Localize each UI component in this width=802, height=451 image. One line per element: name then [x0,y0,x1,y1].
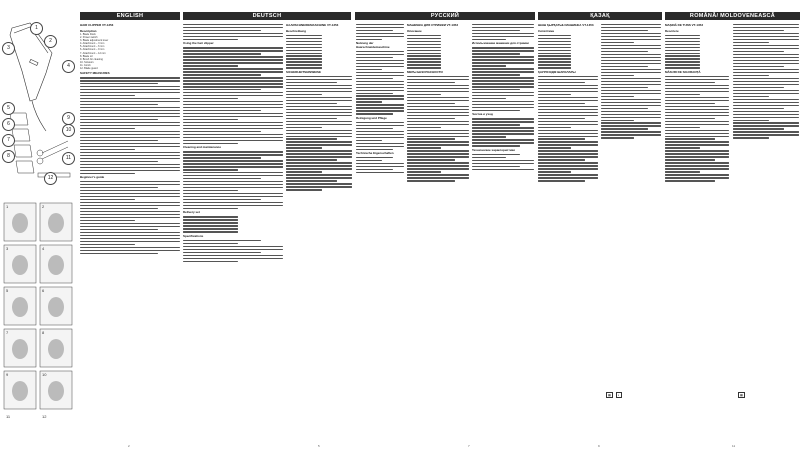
page-number: 2 [128,444,130,448]
russian-cleaning-title: Чистка и уход [472,112,493,117]
romanian-description-title: Descriere [665,28,679,33]
ce-mark-icon: ◐ [617,393,620,397]
russian-usage-title: Использование машинки для стрижки [472,41,529,46]
deutsch-description-title: Beschreibung [286,28,307,33]
english-item: 3. Blade adjustment lever [80,39,109,43]
english-item: 4. Attachment – 3 mm [80,42,105,46]
english-specs-text [183,240,283,262]
russian-specs-title: Технические характеристики [472,147,516,152]
kazakh-text-block [601,24,661,139]
kazakh-column-2 [601,13,661,443]
eac-mark-icon: ▦ [740,393,743,397]
callout-7: 7 [2,134,15,147]
russian-text-block [472,24,534,40]
english-item: 6. Attachment – 9 mm [80,48,105,52]
russian-safety-title: МЕРЫ БЕЗОПАСНОСТИ [407,69,443,74]
romanian-items [665,35,729,69]
deutsch-specs-title: Technische Eigenschaften [356,151,394,156]
english-guide-text [80,181,180,254]
english-delivery-text [183,216,283,232]
deutsch-column [286,13,352,443]
romanian-column [665,13,729,443]
russian-specs-text [472,154,534,170]
page-number: 7 [468,444,470,448]
russian-cleaning-text [472,118,534,146]
deutsch-usage-title: Nutzung der Haarschneidemaschine [356,41,390,49]
figure-label: 12 [42,414,47,419]
callout-8: 8 [2,150,15,163]
deutsch-cleaning-text [356,122,404,150]
english-description-title: Description [80,28,97,33]
certification-marks [738,392,745,398]
romanian-safety-text [665,76,729,182]
deutsch-column-2 [356,13,404,443]
english-item: 10. Scissors [80,60,94,64]
english-cleaning-title: Cleaning and maintenance [183,145,222,150]
english-model: HAIR CLIPPER VT-1353 [80,23,114,27]
english-safety-title: SAFETY MEASURES [80,71,110,76]
english-text-block [183,24,283,40]
deutsch-model: HAARSCHNEIDEMASCHINE VT-1353 [286,23,339,27]
page-number: 9 [598,444,600,448]
figure-label: 2 [42,204,45,209]
english-item: 2. Power switch [80,36,98,40]
header-deutsch: DEUTSCH [183,12,351,20]
figure-label: 11 [6,414,11,419]
deutsch-usage-text [356,51,404,115]
english-delivery-title: Delivery set [183,210,200,215]
figure-label: 6 [42,288,45,293]
callout-3: 3 [2,42,15,55]
deutsch-safety-text [286,76,352,191]
header-romanian: ROMÂNĂ/ MOLDOVENEASCĂ [665,12,800,20]
kazakh-column [538,13,598,443]
english-item: 8. Blade oil [80,54,93,58]
callout-6: 6 [2,118,15,131]
russian-usage-text [472,47,534,111]
callout-2: 2 [44,35,57,48]
header-english: ENGLISH [80,12,180,20]
deutsch-specs-text [356,157,404,173]
russian-items [407,35,469,69]
romanian-model: MAȘINĂ DE TUNS VT-1353 [665,23,704,27]
english-guide-title: Beginner's guide [80,175,105,180]
russian-column [407,13,469,443]
english-safety-text [80,77,180,174]
eac-mark-icon: ▦ [608,393,611,397]
english-item: 5. Attachment – 6 mm [80,45,105,49]
callout-9: 9 [62,112,75,125]
deutsch-text-block [356,24,404,40]
header-russian: РУССКИЙ [355,12,535,20]
figure-label: 8 [42,330,45,335]
romanian-column-2 [733,13,799,443]
russian-description-title: Описание [407,28,422,33]
deutsch-cleaning-title: Reinigung und Pflege [356,115,387,120]
figure-label: 5 [6,288,9,293]
deutsch-items [286,35,352,69]
callout-10: 10 [62,124,75,137]
figure-label: 9 [6,372,9,377]
english-specs-title: Specifications [183,233,204,238]
figure-label: 3 [6,246,9,251]
romanian-text-block [733,24,799,139]
kazakh-safety-title: ҚАУІПСІЗДІК ШАРАЛАРЫ [538,69,576,74]
russian-column-2 [472,13,534,443]
english-column [80,13,180,443]
kazakh-model: ШАШ ҚЫРҚАТЫН МАШИНКА VT-1353 [538,23,594,27]
english-usage-title: Using the hair clipper [183,41,214,46]
page-number: 5 [318,444,320,448]
russian-safety-text [407,76,469,182]
english-item: 1. Blade block [80,33,96,36]
english-item: 11. Comb [80,63,91,67]
callout-11: 11 [62,152,75,165]
english-column-2 [183,13,283,443]
callout-1: 1 [30,22,43,35]
clipper-illustrations [2,13,76,443]
callout-12: 12 [44,172,57,185]
figure-label: 10 [42,372,47,377]
russian-model: МАШИНКА ДЛЯ СТРИЖКИ VT-1353 [407,23,459,27]
english-item: 9. Brush for cleaning [80,57,103,61]
english-usage-text [183,47,283,144]
certification-marks [606,392,622,398]
kazakh-safety-text [538,76,598,182]
romanian-safety-title: MĂSURI DE SIGURANȚĂ [665,69,701,74]
figure-label: 4 [42,246,45,251]
callout-4: 4 [62,60,75,73]
english-item: 7. Attachment – 12 mm [80,51,106,55]
english-cleaning-text [183,151,283,209]
figure-label: 1 [6,204,9,209]
callout-5: 5 [2,102,15,115]
page-number: 11 [732,444,736,448]
header-kazakh: ҚАЗАҚ [538,12,662,20]
figure-label: 7 [6,330,9,335]
kazakh-description-title: Сипаттама [538,28,554,33]
deutsch-safety-title: SICHERHEITSHINWEISE [286,69,322,74]
kazakh-items [538,35,598,69]
illustration-column [2,13,76,443]
english-item: 12. Blade guard [80,67,98,71]
